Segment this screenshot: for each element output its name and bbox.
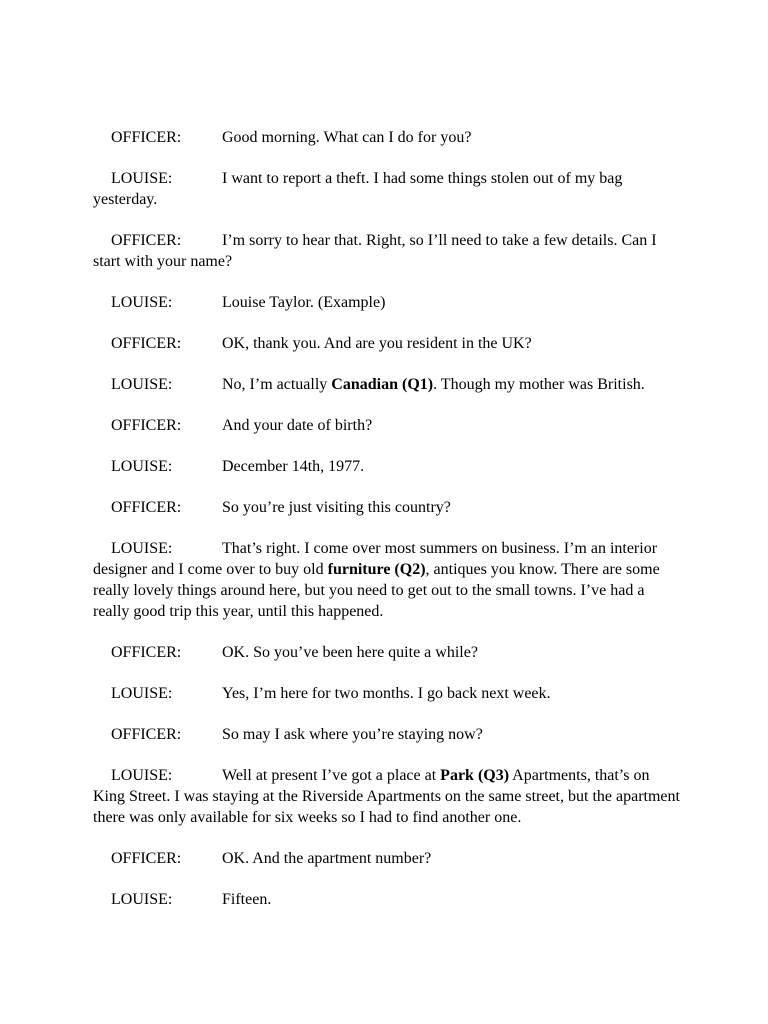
dialogue-line <box>93 889 683 910</box>
utterance-text: So may I ask where you’re staying now? <box>222 726 483 743</box>
speaker-label: LOUISE: <box>111 376 173 393</box>
utterance-text: . Though my mother was British. <box>433 376 645 393</box>
utterance-text: That’s right. I come over most summers on business. I’m an interior designer and I come over to buy old <box>93 540 658 578</box>
speaker-label: LOUISE: <box>111 685 173 702</box>
speaker-label: OFFICER: <box>111 644 182 661</box>
speaker-label: OFFICER: <box>111 232 182 249</box>
dialogue-line <box>93 127 683 148</box>
speaker-label: OFFICER: <box>111 335 182 352</box>
utterance-text: Good morning. What can I do for you? <box>222 129 472 146</box>
dialogue-line <box>93 497 683 518</box>
speaker-label: OFFICER: <box>111 129 182 146</box>
speaker-label: LOUISE: <box>111 540 173 557</box>
speaker-label: OFFICER: <box>111 850 182 867</box>
utterance-text: Apartments, that’s on King Street. I was staying at the Riverside Apartments on the same street, but the apartment there was only available for six weeks so I had to find another one. <box>93 767 680 826</box>
utterance-text: December 14th, 1977. <box>222 458 365 475</box>
utterance-text: OK, thank you. And are you resident in the UK? <box>222 335 532 352</box>
dialogue-line <box>93 168 683 210</box>
speaker-label: LOUISE: <box>111 767 173 784</box>
utterance-text: Louise Taylor. (Example) <box>222 294 386 311</box>
utterance-text: No, I’m actually <box>222 376 332 393</box>
transcript-page <box>93 127 683 930</box>
utterance-text: Well at present I’ve got a place at <box>222 767 441 784</box>
utterance-text: So you’re just visiting this country? <box>222 499 451 516</box>
speaker-label: LOUISE: <box>111 891 173 908</box>
dialogue-line <box>93 456 683 477</box>
utterance-text: Yes, I’m here for two months. I go back next week. <box>222 685 551 702</box>
speaker-label: OFFICER: <box>111 499 182 516</box>
dialogue-line <box>93 230 683 272</box>
speaker-label: LOUISE: <box>111 294 173 311</box>
utterance-text: I want to report a theft. I had some things stolen out of my bag yesterday. <box>93 170 623 208</box>
speaker-label: OFFICER: <box>111 417 182 434</box>
dialogue-line <box>93 724 683 745</box>
dialogue-line <box>93 765 683 828</box>
dialogue-line <box>93 848 683 869</box>
utterance-text: , antiques you know. There are some really lovely things around here, but you need to get out to the small towns. I’ve had a really good trip this year, until this happened. <box>93 561 660 620</box>
utterance-text: OK. And the apartment number? <box>222 850 432 867</box>
answer-highlight: furniture (Q2) <box>327 561 426 578</box>
dialogue-line <box>93 642 683 663</box>
dialogue-line <box>93 538 683 622</box>
answer-highlight: Park (Q3) <box>440 767 510 784</box>
utterance-text: Fifteen. <box>222 891 272 908</box>
dialogue-line <box>93 374 683 395</box>
utterance-text: OK. So you’ve been here quite a while? <box>222 644 478 661</box>
dialogue-line <box>93 683 683 704</box>
answer-highlight: Canadian (Q1) <box>331 376 434 393</box>
speaker-label: LOUISE: <box>111 458 173 475</box>
dialogue-line <box>93 292 683 313</box>
speaker-label: OFFICER: <box>111 726 182 743</box>
utterance-text: I’m sorry to hear that. Right, so I’ll need to take a few details. Can I start with your name? <box>93 232 657 270</box>
speaker-label: LOUISE: <box>111 170 173 187</box>
dialogue-line <box>93 415 683 436</box>
utterance-text: And your date of birth? <box>222 417 373 434</box>
dialogue-line <box>93 333 683 354</box>
